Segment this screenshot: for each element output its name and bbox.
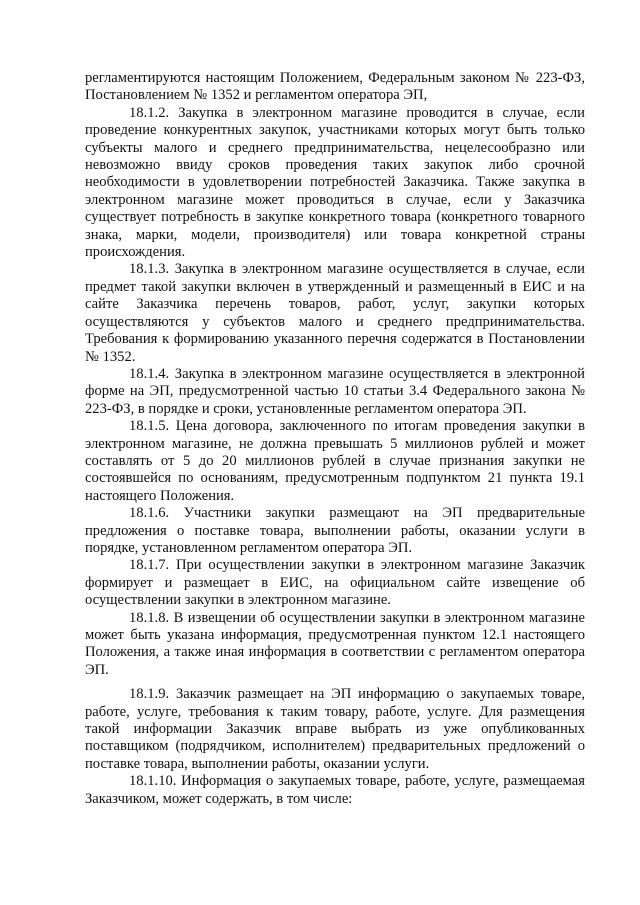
- paragraph-continuation: регламентируются настоящим Положением, Федеральным законом № 223-ФЗ, Постановлением № 1352 и регламентом оператора ЭП,: [85, 70, 585, 104]
- paragraph-18-1-7: 18.1.7. При осуществлении закупки в электронном магазине Заказчик формирует и размещает в ЕИС, на официальном сайте извещение об осуществлении закупки в электронном магазине.: [85, 557, 585, 609]
- paragraph-18-1-3: 18.1.3. Закупка в электронном магазине осуществляется в случае, если предмет такой закупки включен в утвержденный и размещенный в ЕИС и на сайте Заказчика перечень товаров, работ, услуг, закупки которых осуществляются у субъектов малого и среднего предпринимательства. Требования к формированию указанного перечня содержатся в Постановлении № 1352.: [85, 261, 585, 365]
- paragraph-18-1-9: 18.1.9. Заказчик размещает на ЭП информацию о закупаемых товаре, работе, услуге, требования к таким товару, работе, услуге. Для размещения такой информации Заказчик вправе выбрать из уже опубликованных поставщиком (подрядчиком, исполнителем) предварительных предложений о поставке товара, выполнении работы, оказании услуги.: [85, 686, 585, 772]
- paragraph-18-1-8: 18.1.8. В извещении об осуществлении закупки в электронном магазине может быть указана информация, предусмотренная пунктом 12.1 настоящего Положения, а также иная информация в соответствии с регламентом оператора ЭП.: [85, 609, 585, 678]
- paragraph-18-1-4: 18.1.4. Закупка в электронном магазине осуществляется в электронной форме на ЭП, предусмотренной частью 10 статьи 3.4 Федерального закона № 223-ФЗ, в порядке и сроки, установленные регламентом оператора ЭП.: [85, 365, 585, 417]
- paragraph-18-1-2: 18.1.2. Закупка в электронном магазине проводится в случае, если проведение конкурентных закупок, участниками которых могут быть только субъекты малого и среднего предпринимательства, нецелесообразно или невозможно ввиду сроков проведения таких закупок либо срочной необходимости в удовлетворении потребностей Заказчика. Также закупка в электронном магазине может проводиться в случае, если у Заказчика существует потребность в закупке конкретного товара (конкретного товарного знака, марки, модели, производителя) или товара конкретной страны происхождения.: [85, 104, 585, 261]
- paragraph-18-1-10: 18.1.10. Информация о закупаемых товаре, работе, услуге, размещаемая Заказчиком, может содержать, в том числе:: [85, 773, 585, 807]
- paragraph-18-1-6: 18.1.6. Участники закупки размещают на ЭП предварительные предложения о поставке товара, выполнении работы, оказании услуги в порядке, установленном регламентом оператора ЭП.: [85, 505, 585, 556]
- paragraph-18-1-5: 18.1.5. Цена договора, заключенного по итогам проведения закупки в электронном магазине, не должна превышать 5 миллионов рублей и может составлять от 5 до 20 миллионов рублей в случае признания закупки не состоявшейся по основаниям, предусмотренным подпунктом 21 пункта 19.1 настоящего Положения.: [85, 418, 585, 504]
